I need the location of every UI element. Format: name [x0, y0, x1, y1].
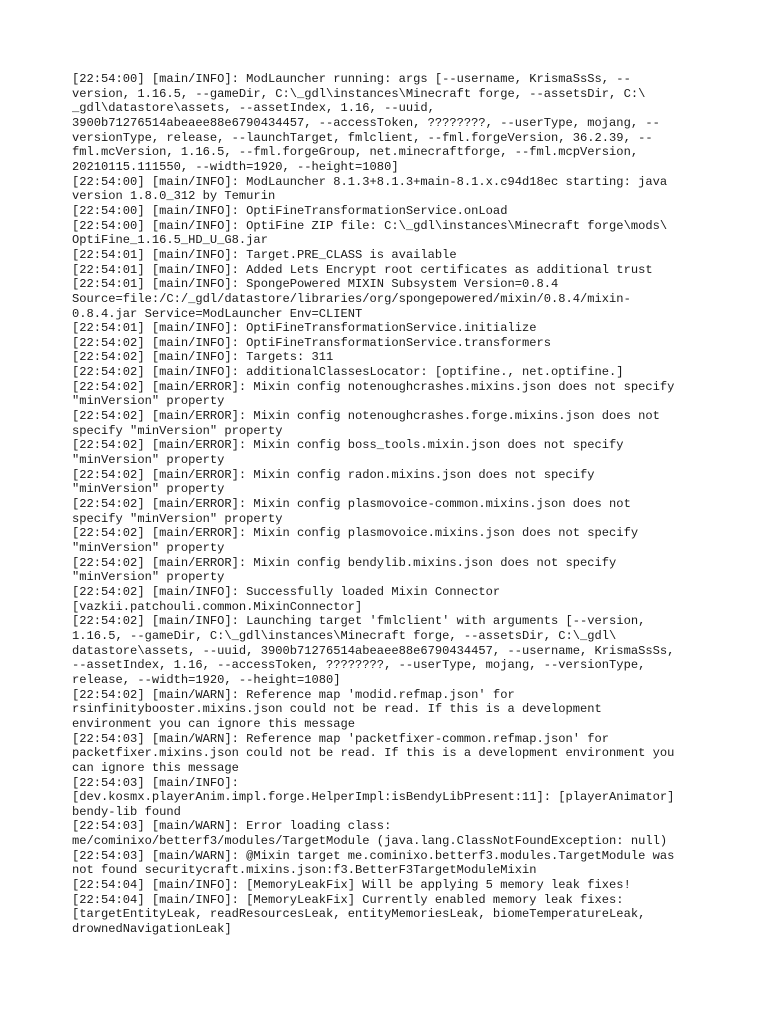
- log-line: "minVersion" property: [72, 453, 225, 468]
- log-line: [targetEntityLeak, readResourcesLeak, entityMemoriesLeak, biomeTemperatureLeak,: [72, 907, 646, 922]
- log-line: [22:54:02] [main/ERROR]: Mixin config plasmovoice-common.mixins.json does not: [72, 497, 631, 512]
- log-line: [22:54:03] [main/WARN]: Error loading class:: [72, 819, 392, 834]
- log-line: 3900b71276514abeaee88e6790434457, --accessToken, ????????, --userType, mojang, --: [72, 115, 660, 130]
- log-line: version, 1.16.5, --gameDir, C:\_gdl\instances\Minecraft forge, --assetsDir, C:\: [72, 86, 646, 101]
- log-line: [22:54:01] [main/INFO]: Target.PRE_CLASS is available: [72, 247, 457, 262]
- log-line: "minVersion" property: [72, 541, 225, 555]
- log-line: versionType, release, --launchTarget, fmlclient, --fml.forgeVersion, 36.2.39, --: [72, 130, 653, 145]
- log-line: _gdl\datastore\assets, --assetIndex, 1.16, --uuid,: [72, 101, 435, 116]
- log-line: version 1.8.0_312 by Temurin: [72, 189, 276, 204]
- log-line: [22:54:00] [main/INFO]: OptiFineTransformationService.onLoad: [72, 203, 508, 218]
- log-line: [22:54:02] [main/INFO]: OptiFineTransformationService.transformers: [72, 335, 551, 350]
- log-line: [22:54:01] [main/INFO]: SpongePowered MIXIN Subsystem Version=0.8.4: [72, 277, 559, 292]
- log-line: [22:54:02] [main/ERROR]: Mixin config notenoughcrashes.forge.mixins.json does not: [72, 409, 660, 424]
- log-line: packetfixer.mixins.json could not be read. If this is a development environment you: [72, 746, 675, 761]
- log-line: bendy-lib found: [72, 804, 181, 819]
- log-line: [22:54:02] [main/WARN]: Reference map 'modid.refmap.json' for: [72, 687, 515, 702]
- log-line: [22:54:02] [main/ERROR]: Mixin config bendylib.mixins.json does not specify: [72, 555, 617, 570]
- log-line: not found securitycraft.mixins.json:f3.BetterF3TargetModuleMixin: [72, 863, 537, 878]
- log-line: [22:54:00] [main/INFO]: ModLauncher running: args [--username, KrismaSsSs, --: [72, 72, 631, 86]
- log-line: [22:54:02] [main/INFO]: Launching target 'fmlclient' with arguments [--version,: [72, 614, 646, 629]
- log-line: OptiFine_1.16.5_HD_U_G8.jar: [72, 233, 268, 248]
- log-line: [22:54:02] [main/ERROR]: Mixin config notenoughcrashes.mixins.json does not specify: [72, 379, 675, 394]
- log-line: 0.8.4.jar Service=ModLauncher Env=CLIENT: [72, 306, 363, 321]
- log-document: [72, 72, 702, 937]
- log-line: [22:54:02] [main/INFO]: Successfully loaded Mixin Connector: [72, 584, 501, 599]
- log-line: can ignore this message: [72, 760, 239, 775]
- log-line: rsinfinitybooster.mixins.json could not be read. If this is a development: [72, 702, 602, 717]
- log-line: [22:54:01] [main/INFO]: Added Lets Encrypt root certificates as additional trust: [72, 262, 653, 277]
- log-line: "minVersion" property: [72, 394, 225, 409]
- log-line: [22:54:02] [main/INFO]: additionalClassesLocator: [optifine., net.optifine.]: [72, 365, 624, 380]
- log-line: [22:54:00] [main/INFO]: OptiFine ZIP file: C:\_gdl\instances\Minecraft forge\mods\: [72, 218, 668, 233]
- log-line: [22:54:03] [main/WARN]: Reference map 'packetfixer-common.refmap.json' for: [72, 731, 610, 746]
- log-line: "minVersion" property: [72, 482, 225, 497]
- log-line: [dev.kosmx.playerAnim.impl.forge.HelperImpl:isBendyLibPresent:11]: [playerAnimator]: [72, 790, 675, 805]
- log-line: [22:54:04] [main/INFO]: [MemoryLeakFix] Currently enabled memory leak fixes:: [72, 892, 624, 907]
- log-line: datastore\assets, --uuid, 3900b71276514abeaee88e6790434457, --username, KrismaSsSs,: [72, 643, 675, 658]
- log-line: fml.mcVersion, 1.16.5, --fml.forgeGroup, net.minecraftforge, --fml.mcpVersion,: [72, 145, 639, 160]
- log-line: [22:54:02] [main/ERROR]: Mixin config plasmovoice.mixins.json does not specify: [72, 526, 639, 541]
- log-line: --assetIndex, 1.16, --accessToken, ????????, --userType, mojang, --versionType,: [72, 658, 646, 673]
- log-line: drownedNavigationLeak]: [72, 922, 232, 937]
- log-line: 20210115.111550, --width=1920, --height=1080]: [72, 159, 399, 174]
- log-line: [22:54:00] [main/INFO]: ModLauncher 8.1.3+8.1.3+main-8.1.x.c94d18ec starting: java: [72, 174, 668, 189]
- log-line: [22:54:02] [main/ERROR]: Mixin config boss_tools.mixin.json does not specify: [72, 438, 624, 453]
- log-line: environment you can ignore this message: [72, 716, 356, 731]
- log-line: [22:54:02] [main/ERROR]: Mixin config radon.mixins.json does not specify: [72, 467, 595, 482]
- log-line: [vazkii.patchouli.common.MixinConnector]: [72, 599, 363, 614]
- log-line: specify "minVersion" property: [72, 423, 283, 438]
- log-line: [22:54:03] [main/INFO]:: [72, 775, 239, 790]
- log-line: [22:54:03] [main/WARN]: @Mixin target me.cominixo.betterf3.modules.TargetModule was: [72, 848, 675, 863]
- log-line: Source=file:/C:/_gdl/datastore/libraries/org/spongepowered/mixin/0.8.4/mixin-: [72, 291, 631, 306]
- log-line: [22:54:01] [main/INFO]: OptiFineTransformationService.initialize: [72, 321, 537, 336]
- log-line: 1.16.5, --gameDir, C:\_gdl\instances\Minecraft forge, --assetsDir, C:\_gdl\: [72, 628, 617, 643]
- log-line: specify "minVersion" property: [72, 511, 283, 526]
- log-line: "minVersion" property: [72, 570, 225, 585]
- log-line: me/cominixo/betterf3/modules/TargetModule (java.lang.ClassNotFoundException: null): [72, 834, 668, 849]
- log-line: [22:54:02] [main/INFO]: Targets: 311: [72, 350, 334, 365]
- log-line: [22:54:04] [main/INFO]: [MemoryLeakFix] Will be applying 5 memory leak fixes!: [72, 878, 631, 893]
- log-line: release, --width=1920, --height=1080]: [72, 672, 341, 687]
